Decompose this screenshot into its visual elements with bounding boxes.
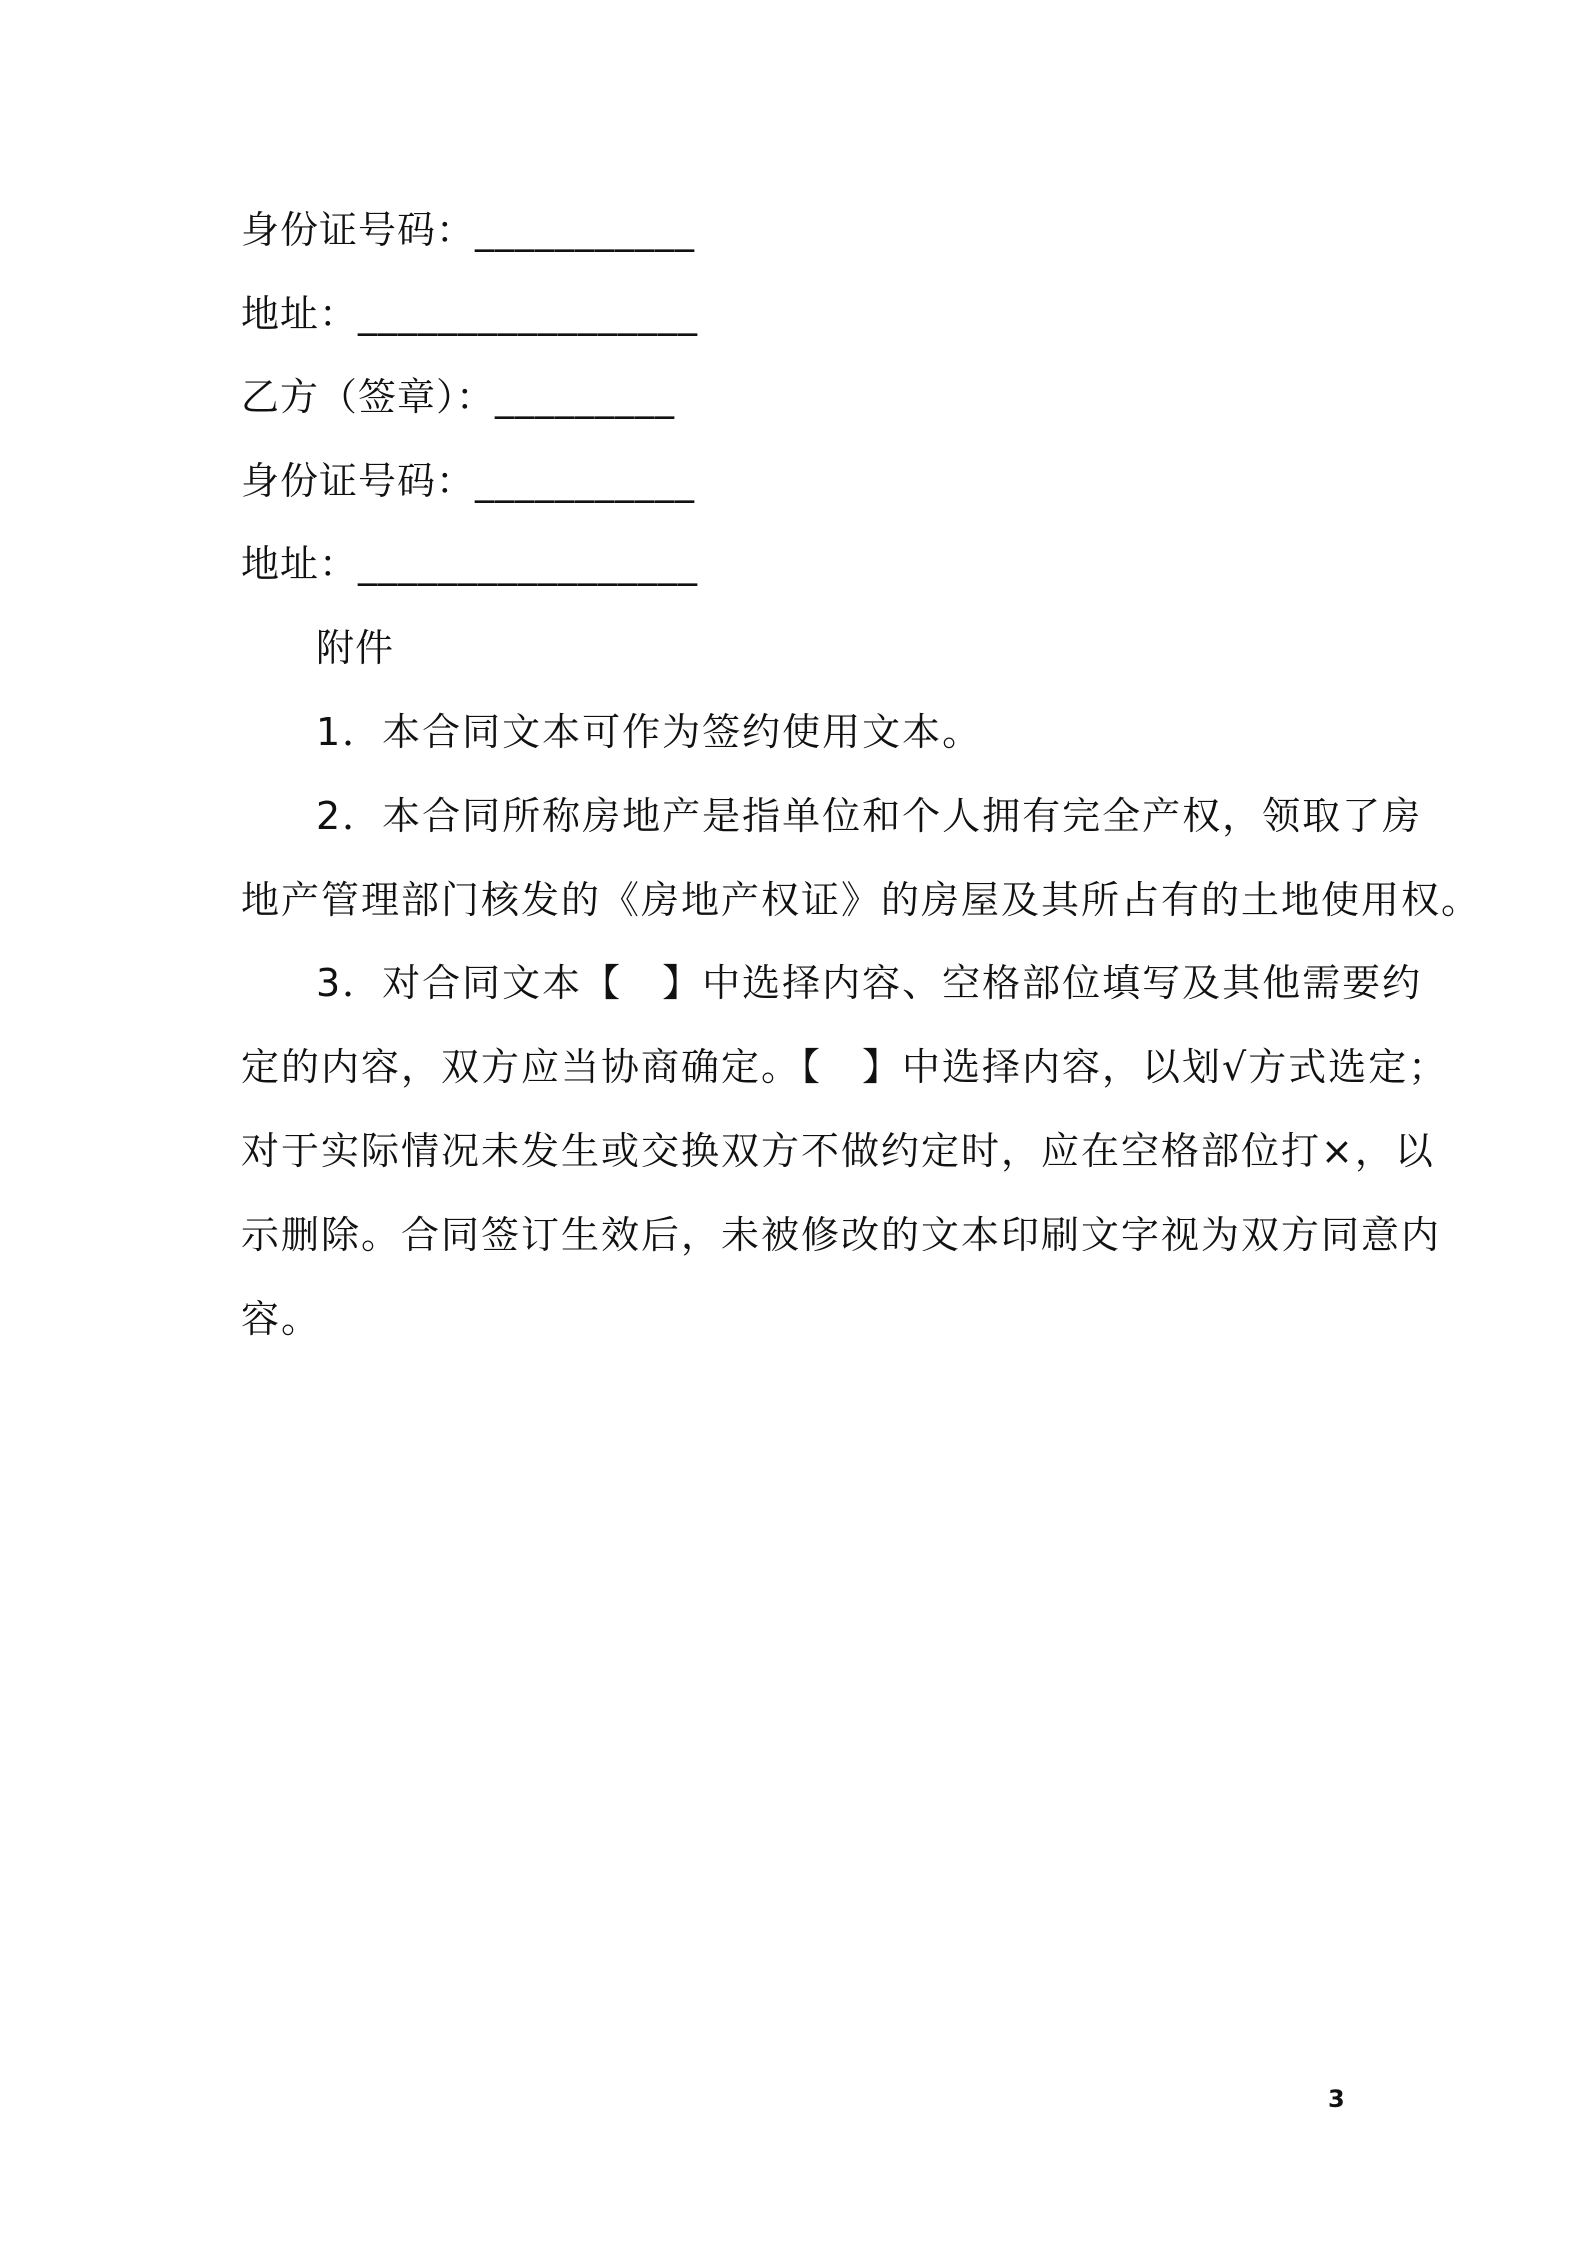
attachment-item-1 — [241, 690, 1361, 774]
item-line: 3．对合同文本【 】中选择内容、空格部位填写及其他需要约 — [316, 961, 1423, 1005]
party-b-label: 乙方（签章）： — [241, 375, 496, 419]
attachment-heading: 附件 — [316, 626, 395, 670]
address-field-2 — [241, 539, 698, 589]
attachment-item-2 — [241, 774, 1482, 942]
address-field-1 — [241, 289, 698, 339]
item-line: 示删除。合同签订生效后，未被修改的文本印刷文字视为双方同意内 — [241, 1213, 1442, 1257]
party-b-blank: _________ — [495, 375, 676, 419]
attachment-item-3 — [241, 941, 1449, 1361]
id-number-blank: ___________ — [475, 459, 696, 503]
page-number: 3 — [1328, 2085, 1345, 2113]
item-line: 2．本合同所称房地产是指单位和个人拥有完全产权，领取了房 — [316, 794, 1423, 838]
address-blank: _________________ — [358, 292, 699, 336]
address-label: 地址： — [241, 292, 359, 336]
id-number-field-1 — [241, 205, 695, 255]
item-line: 对于实际情况未发生或交换双方不做约定时，应在空格部位打×，以 — [241, 1129, 1435, 1173]
id-number-blank: ___________ — [475, 208, 696, 252]
id-number-label: 身份证号码： — [241, 208, 476, 252]
id-number-label: 身份证号码： — [241, 459, 476, 503]
party-b-signature-field — [241, 372, 675, 422]
item-line: 容。 — [241, 1297, 322, 1341]
item-line: 地产管理部门核发的《房地产权证》的房屋及其所占有的土地使用权。 — [241, 878, 1482, 922]
item-line: 1．本合同文本可作为签约使用文本。 — [316, 710, 983, 754]
id-number-field-2 — [241, 456, 695, 506]
address-label: 地址： — [241, 542, 359, 586]
address-blank: _________________ — [358, 542, 699, 586]
item-line: 定的内容，双方应当协商确定。【 】中选择内容，以划√方式选定； — [241, 1045, 1449, 1089]
